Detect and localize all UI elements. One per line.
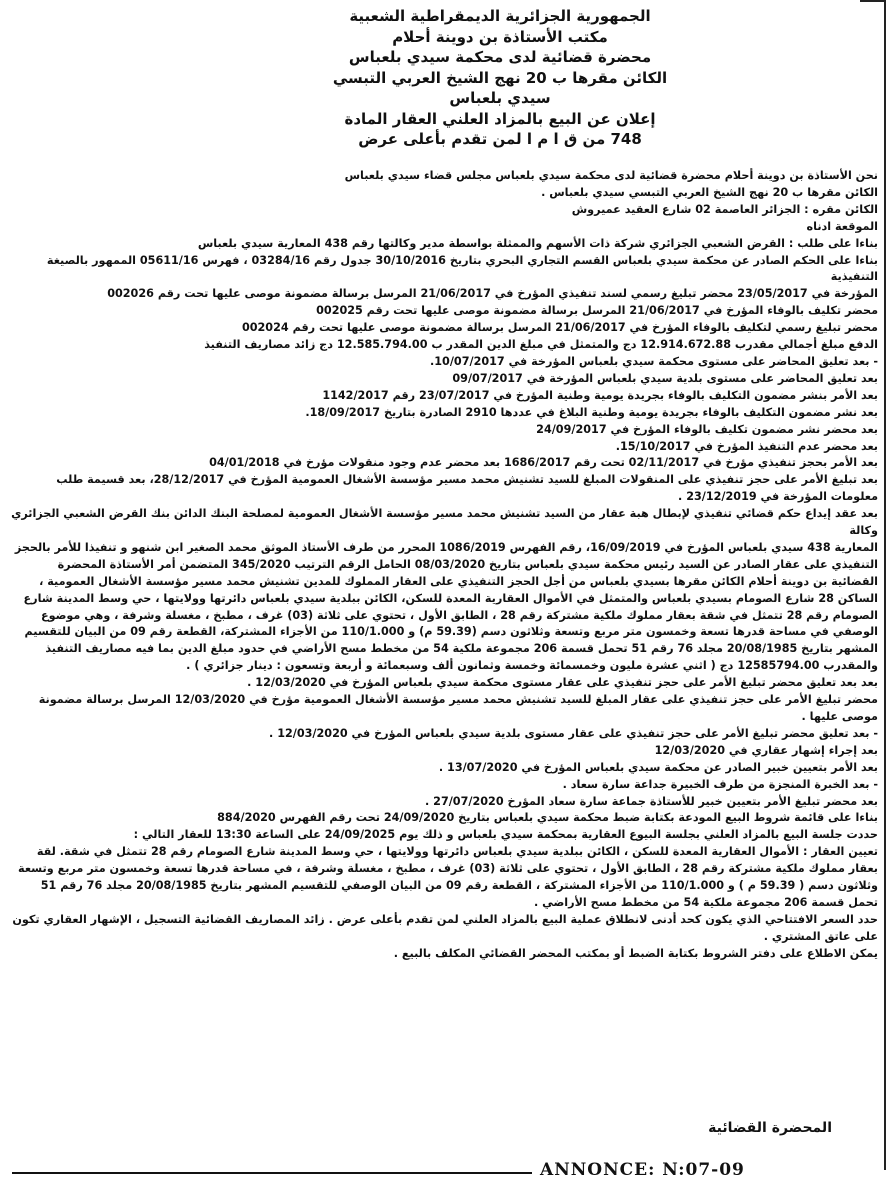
body-paragraph: بناءا على طلب : القرض الشعبي الجزائري شركة ذات الأسهم والممثلة بواسطة مدير وكالتها رقم 438 المعارية سيدي بلعباس	[197, 236, 878, 250]
body-paragraph: بعد محضر نشر مضمون تكليف بالوفاء المؤرخ في 24/09/2017	[536, 422, 878, 436]
office-address: الكائن مقرها ب 20 نهج الشيخ العربي التبسي	[332, 68, 668, 87]
office-city: سيدي بلعباس	[449, 89, 551, 107]
body-paragraph: بعد الأمر بحجز تنفيذي مؤرخ في 02/11/2017 تحت رقم 1686/2017 بعد محضر عدم وجود منقولات مؤرخ في 04/01/2018	[209, 456, 878, 470]
body-paragraph: بناءا على قائمة شروط البيع المودعة بكتابة ضبط محكمة سيدي بلعباس بتاريخ 24/09/2020 تحت رقم الفهرس 884/2020	[217, 811, 878, 825]
annonce-number: ANNONCE: N:07-09	[540, 1160, 745, 1180]
body-paragraph: محضر تبليغ الأمر على حجز تنفيذي على عقار المبلغ للسيد تشنيش محمد مسير مؤسسة الأشغال العمومية مؤرخ في 12/03/2020 المرسل برسالة مضمونة موصى عليها .	[38, 693, 878, 723]
body-paragraph: بعد الأمر بنشر مضمون التكليف بالوفاء بجريدة يومية وطنية المؤرخ في 23/07/2017 رقم 1142/2017	[322, 388, 878, 402]
legal-article-reference: 748 من ق ا م ا لمن تقدم بأعلى عرض	[358, 130, 642, 148]
body-paragraph: تعيين العقار : الأموال العقارية المعدة للسكن ، الكائن ببلدية سيدي بلعباس دائرتها وولايتها ، حي وسط المدينة شارع الصومام رقم 28 تتمثل في شقة. لقة بعقار مملوك ملكية مشتركة رقم 28 ، الطابق الأول ، تحتوي على ثلاثة (03) غرف ، مطبخ ، مغسلة وشرفة ، في مساحة قدرها تسعة وخمسون متر مربع وتسعة وثلاثون دسم ( 59.39 م ) و 110/1.000 من الأجزاء المشتركة ، القطعة رقم 09 من البيان الوصفي للتقسيم المشهر بتاريخ 20/08/1985 مجلد 76 رقم 51 تحمل قسمة 206 مجموعة ملكية 54 من مخطط مسح الأراضي .	[18, 845, 878, 909]
body-paragraph: بعد تبليغ الأمر على حجز تنفيذي على المنقولات المبلغ للسيد تشنيش محمد مسير مؤسسة الأشغال العمومية المؤرخ في 28/12/2017، بعد قسيمة طلب معلومات المؤرخة في 23/12/2019 .	[56, 473, 878, 504]
frame-right-border	[884, 0, 886, 1170]
office-name: مكتب الأستاذة بن دوينة أحلام	[392, 27, 608, 46]
body-paragraph: بعد محضر تبليغ الأمر بتعيين خبير للأستاذة جماعة سارة سعاد المؤرخ 27/07/2020 .	[425, 794, 878, 808]
notice-header	[220, 6, 780, 150]
body-paragraph: محضر تبليغ رسمي لتكليف بالوفاء المؤرخ في 21/06/2017 المرسل برسالة مضمونة موصى عليها تحت رقم 002024	[241, 321, 878, 335]
body-paragraph: بعد تعليق المحاضر على مستوى بلدية سيدي بلعباس المؤرخة في 09/07/2017	[452, 371, 878, 385]
auction-announcement-title: إعلان عن البيع بالمزاد العلني العقار المادة	[344, 109, 656, 128]
body-paragraph: نحن الأستاذة بن دوينة أحلام محضرة قضائية لدى محكمة سيدي بلعباس مجلس قضاء سيدي بلعباس	[344, 169, 878, 182]
body-paragraph: بعد إجراء إشهار عقاري في 12/03/2020	[654, 743, 878, 757]
footer-rule	[12, 1172, 532, 1174]
frame-top-border	[860, 0, 886, 2]
bailiff-title: محضرة قضائية لدى محكمة سيدي بلعباس	[348, 48, 652, 66]
body-paragraph: بناءا على الحكم الصادر عن محكمة سيدي بلعباس القسم التجاري البحري بتاريخ 30/10/2016 جدول رقم 03284/16 ، فهرس 05611/16 الممهور بالصيغة التنفيذية	[46, 253, 878, 284]
signature-label: المحضرة القضائية	[708, 1120, 832, 1136]
body-paragraph: بعد نشر مضمون التكليف بالوفاء بجريدة يومية وطنية البلاغ في عددها 2910 الصادرة بتاريخ 18/09/2017.	[305, 405, 878, 419]
annonce-footer	[0, 1152, 892, 1196]
body-paragraph: الكائن مقرها ب 20 نهج الشيخ العربي التبسي سيدي بلعباس .	[541, 185, 878, 199]
body-paragraph: بعد عقد إيداع حكم قضائي تنفيذي لإبطال هبة عقار من السيد تشنيش محمد مسير مؤسسة الأشغال العمومية لمصلحة البنك الدائن بنك القرض الشعبي الجزائري وكالة	[11, 507, 878, 538]
notice-body	[10, 168, 878, 963]
body-paragraph: حدد السعر الافتتاحي الذي يكون كحد أدنى لانطلاق عملية البيع بالمزاد العلني لمن تقدم بأعلى عرض . زائد المصاريف القضائية التسجيل ، الإشهار العقاري تكون على عاتق المشتري .	[12, 912, 878, 943]
body-paragraph: الكائن مقره : الجزائر العاصمة 02 شارع العقيد عميروش	[571, 202, 878, 216]
body-paragraph: الدفع مبلغ أجمالي مقدرب 12.914.672.88 دج والمتمثل في مبلغ الدين المقدر ب 12.585.794.00 دج زائد مصاريف التنفيذ	[204, 338, 878, 352]
body-paragraph: الموقعة ادناه	[806, 219, 878, 233]
body-paragraph: المؤرخة في 23/05/2017 محضر تبليغ رسمي لسند تنفيذي المؤرخ في 21/06/2017 المرسل برسالة مضمونة موصى عليها تحت رقم 002026	[107, 287, 878, 301]
body-paragraph: بعد الأمر بتعيين خبير الصادر عن محكمة سيدي بلعباس المؤرخ في 13/07/2020 .	[438, 760, 878, 774]
body-paragraph: محضر تكليف بالوفاء المؤرخ في 21/06/2017 المرسل برسالة مضمونة موصى عليها تحت رقم 002025	[316, 304, 878, 318]
body-paragraph: يمكن الاطلاع على دفتر الشروط بكتابة الضبط أو بمكتب المحضر القضائي المكلف بالبيع .	[393, 946, 878, 960]
body-paragraph: - بعد الخبرة المنجزة من طرف الخبيرة جداعة سارة سعاد .	[562, 777, 878, 791]
body-paragraph: المعارية 438 سيدي بلعباس المؤرخ في 16/09/2019، رقم الفهرس 1086/2019 المحرر من طرف الأستاذ الموثق محمد الصغير ابن شنهو و تنفيذا للأمر بالحجز التنفيذي على عقار الصادر عن السيد رئيس محكمة سيدي بلعباس بتاريخ 08/03/2020 الحامل الرقم الترتيب 345/2020 المتضمن أمر الأستاذة المحضرة القضائية بن دوينة أحلام الكائن مقرها بسيدي بلعباس من أجل الحجز التنفيذي على العقار المملوك للمدين تشنيش محمد مسير مؤسسة الأشغال العمومية ، الساكن 28 شارع الصومام بسيدي بلعباس والمتمثل في الأموال العقارية المعدة للسكن، الكائن ببلدية سيدي بلعباس دائرتها وولايتها ، حي وسط المدينة شارع الصومام رقم 28 تتمثل في شقة بعقار مملوك ملكية مشتركة رقم 28 ، الطابق الأول ، تحتوي على ثلاثة (03) غرف ، مطبخ ، مغسلة وشرفة ، وهي موضوع الوصفي في مساحة قدرها تسعة وخمسون متر مربع وتسعة وثلاثون دسم (59.39 م) و 110/1.000 من الأجزاء المشتركة، القطعة رقم 09 من البيان للتقسيم المشهر بتاريخ 20/08/1985 مجلد 76 رقم 51 تحمل قسمة 206 مجموعة ملكية 54 من مخطط مسح الأراضي في حدود مبلغ الدين بما فيه مصاريف التنفيذ والمقدرب 12585794.00 دج ( اثني عشرة مليون وخمسمائة وخمسة وثمانون ألف وسبعمائة و أربعة وتسعون : دينار جزائري ) .	[14, 540, 878, 673]
body-paragraph: بعد محضر عدم التنفيذ المؤرخ في 15/10/2017.	[615, 439, 878, 453]
body-paragraph: حددت جلسة البيع بالمزاد العلني بجلسة البيوع العقارية بمحكمة سيدي بلعباس و ذلك يوم 24/09/2025 على الساعة 13:30 للعقار التالي :	[133, 828, 878, 842]
body-paragraph: - بعد تعليق المحاضر على مستوى محكمة سيدي بلعباس المؤرخة في 10/07/2017.	[430, 354, 878, 368]
republic-title: الجمهورية الجزائرية الديمقراطية الشعبية	[349, 7, 651, 25]
body-paragraph: بعد بعد تعليق محضر تبليغ الأمر على حجز تنفيذي على عقار مستوى محكمة سيدي بلعباس المؤرخ في 12/03/2020 .	[247, 676, 878, 690]
body-paragraph: - بعد تعليق محضر تبليغ الأمر على حجز تنفيذي على عقار مستوى بلدية سيدي بلعباس المؤرخ في 12/03/2020 .	[269, 726, 878, 740]
